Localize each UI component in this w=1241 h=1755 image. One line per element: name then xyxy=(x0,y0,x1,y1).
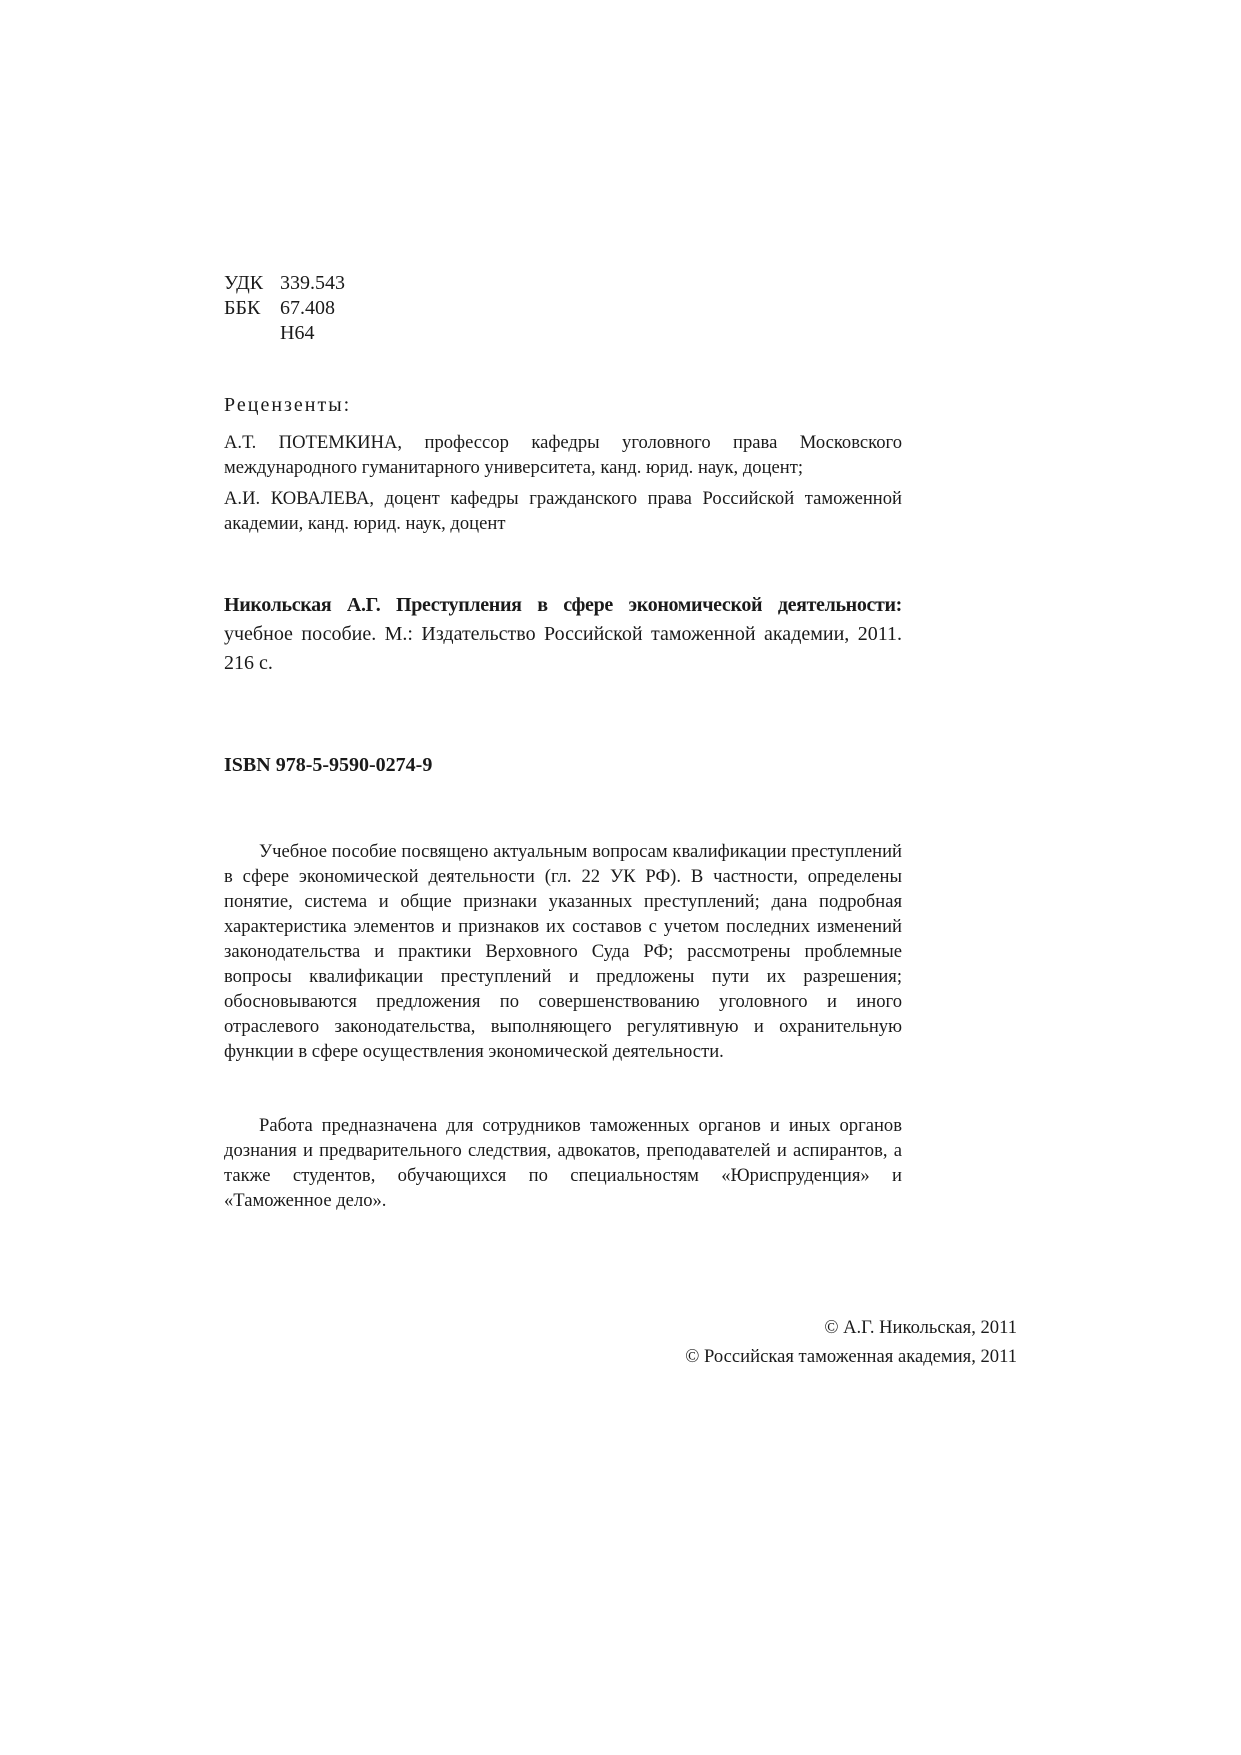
bbk-row xyxy=(224,296,345,321)
abstract-paragraph-1 xyxy=(224,839,902,1064)
copyright-publisher: © Российская таможенная академия, 2011 xyxy=(685,1346,1017,1367)
bbk-label: ББК xyxy=(224,297,261,319)
bibliographic-details: учебное пособие. М.: Издательство Российской таможенной академии, 2011. 216 с. xyxy=(224,623,902,674)
bbk-value: 67.408 xyxy=(280,297,335,319)
reviewers-title: Рецензенты: xyxy=(224,394,352,416)
abstract-paragraph-2 xyxy=(224,1113,902,1213)
copyright-author: © А.Г. Никольская, 2011 xyxy=(824,1317,1017,1338)
copyright-block xyxy=(685,1313,1017,1371)
reviewer-1: А.Т. ПОТЕМКИНА, профессор кафедры уголовного права Московского международного гуманитарного университета, канд. юрид. наук, доцент; xyxy=(224,432,902,478)
udk-label: УДК xyxy=(224,272,264,294)
bibliographic-author-title: Никольская А.Г. Преступления в сфере экономической деятельности: xyxy=(224,594,902,616)
bibliographic-record xyxy=(224,591,902,678)
udk-row xyxy=(224,271,345,296)
author-mark: Н64 xyxy=(280,322,315,344)
isbn: ISBN 978-5-9590-0274-9 xyxy=(224,754,433,776)
classification-codes xyxy=(224,271,345,346)
udk-value: 339.543 xyxy=(280,272,345,294)
abstract-text-1: Учебное пособие посвящено актуальным вопросам квалификации преступлений в сфере экономической деятельности (гл. 22 УК РФ). В частности, определены понятие, система и общие признаки указанных преступлений; дана подробная характеристика элементов и признаков их составов с учетом последних изменений законодательства и практики Верховного Суда РФ; рассмотрены проблемные вопросы квалификации преступлений и предложены пути их разрешения; обосновываются предложения по совершенствованию уголовного и иного отраслевого законодательства, выполняющего регулятивную и охранительную функции в сфере осуществления экономической деятельности. xyxy=(224,841,902,1062)
abstract-text-2: Работа предназначена для сотрудников таможенных органов и иных органов дознания и предварительного следствия, адвокатов, преподавателей и аспирантов, а также студентов, обучающихся по специальностям «Юриспруденция» и «Таможенное дело». xyxy=(224,1115,902,1211)
reviewer-2: А.И. КОВАЛЕВА, доцент кафедры гражданского права Российской таможенной академии, канд. юрид. наук, доцент xyxy=(224,488,902,534)
